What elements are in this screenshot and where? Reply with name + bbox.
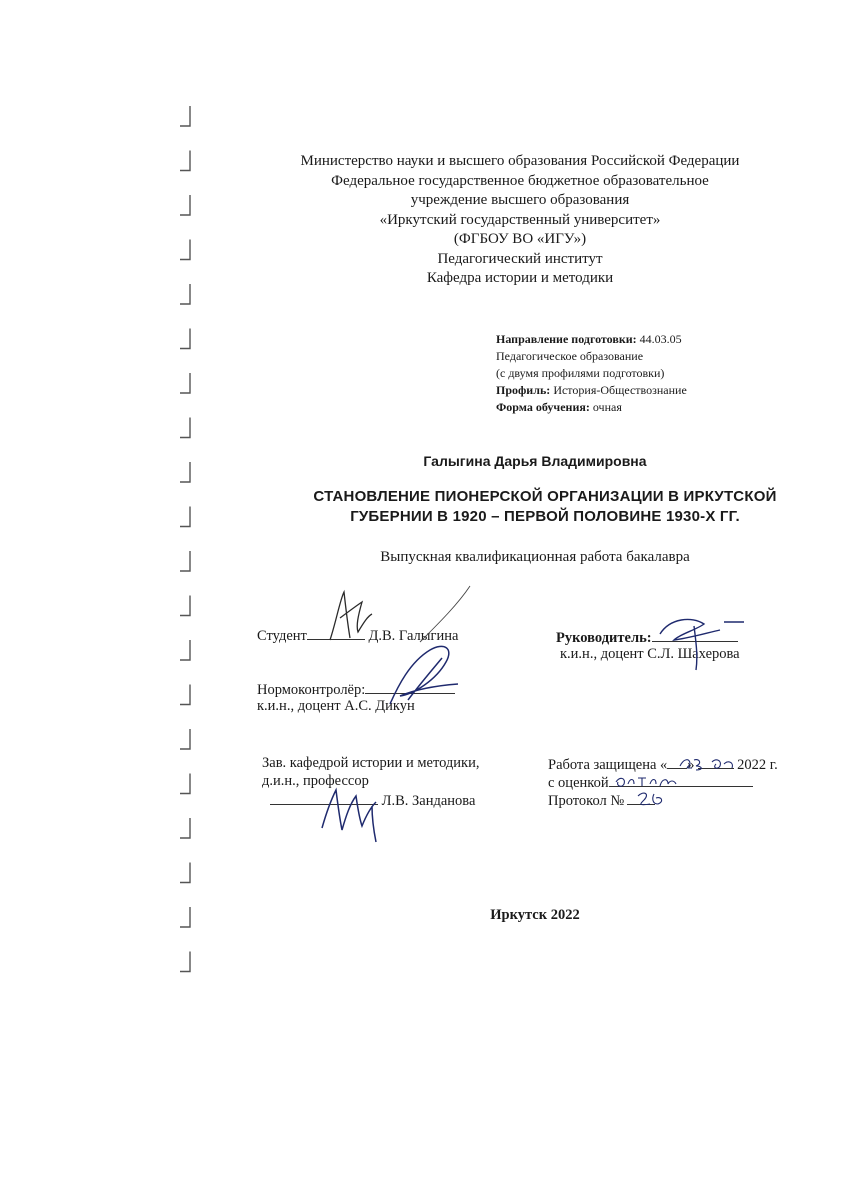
direction-line: Педагогическое образование bbox=[496, 349, 644, 363]
thesis-title bbox=[250, 487, 840, 527]
header-line: (ФГБОУ ВО «ИГУ») bbox=[453, 231, 587, 247]
profile-label: Профиль: bbox=[496, 383, 551, 397]
binding-mark bbox=[180, 240, 190, 260]
binding-mark bbox=[180, 507, 190, 527]
header-line: Кафедра истории и методики bbox=[426, 270, 614, 286]
protocol-line bbox=[627, 790, 655, 805]
signature-line bbox=[365, 679, 455, 694]
defense-prefix: Работа защищена « bbox=[548, 757, 668, 773]
header-line: Министерство науки и высшего образования Российской Федерации bbox=[300, 153, 740, 169]
normcontrol-row bbox=[257, 679, 455, 699]
signature-line bbox=[652, 627, 738, 642]
supervisor-name: к.и.н., доцент С.Л. Шахерова bbox=[560, 646, 740, 662]
binding-mark bbox=[180, 729, 190, 749]
direction-value: 44.03.05 bbox=[639, 332, 682, 346]
binding-mark bbox=[180, 462, 190, 482]
direction-label: Направление подготовки: bbox=[496, 332, 637, 346]
binding-mark bbox=[180, 551, 190, 571]
signature-line bbox=[270, 790, 378, 805]
head-line1: Зав. кафедрой истории и методики, bbox=[262, 755, 480, 771]
header-line: Федеральное государственное бюджетное образовательное bbox=[331, 172, 709, 189]
normcontrol-name: к.и.н., доцент А.С. Дикун bbox=[257, 698, 415, 714]
title-line: СТАНОВЛЕНИЕ ПИОНЕРСКОЙ ОРГАНИЗАЦИИ В ИРКУТСКОЙ bbox=[313, 488, 777, 505]
direction-line: (с двумя профилями подготовки) bbox=[496, 366, 665, 380]
binding-mark bbox=[180, 596, 190, 616]
student-label: Студент bbox=[257, 628, 307, 644]
spiral-binding bbox=[176, 96, 198, 1006]
grade-line bbox=[609, 772, 753, 787]
defense-row: Работа защищена « » 2022 г. bbox=[548, 754, 778, 774]
head-row bbox=[270, 790, 475, 810]
binding-mark bbox=[180, 907, 190, 927]
binding-mark bbox=[180, 863, 190, 883]
binding-mark bbox=[180, 329, 190, 349]
city-year: Иркутск 2022 bbox=[490, 907, 580, 923]
header-line: учреждение высшего образования bbox=[410, 192, 630, 208]
head-line2: д.и.н., профессор bbox=[262, 773, 369, 789]
month-line bbox=[698, 754, 734, 769]
day-line bbox=[667, 754, 687, 769]
head-name: Л.В. Занданова bbox=[381, 793, 476, 809]
binding-mark bbox=[180, 195, 190, 215]
binding-mark bbox=[180, 952, 190, 972]
binding-mark bbox=[180, 151, 190, 171]
form-value: очная bbox=[592, 400, 622, 414]
grade-row bbox=[548, 772, 753, 792]
binding-mark bbox=[180, 818, 190, 838]
binding-mark bbox=[180, 685, 190, 705]
header-line: Педагогический институт bbox=[437, 250, 603, 267]
binding-mark bbox=[180, 106, 190, 126]
binding-mark bbox=[180, 373, 190, 393]
supervisor-row bbox=[556, 627, 738, 647]
binding-mark bbox=[180, 284, 190, 304]
form-label: Форма обучения: bbox=[496, 400, 590, 414]
normcontrol-label: Нормоконтролёр: bbox=[257, 682, 366, 698]
work-type: Выпускная квалификационная работа бакалавра bbox=[380, 549, 690, 565]
author-name: Галыгина Дарья Владимировна bbox=[423, 453, 647, 469]
binding-mark bbox=[180, 774, 190, 794]
supervisor-label: Руководитель: bbox=[556, 630, 652, 646]
defense-year: 2022 г. bbox=[737, 757, 778, 773]
binding-mark bbox=[180, 640, 190, 660]
binding-mark bbox=[180, 418, 190, 438]
title-line: ГУБЕРНИИ В 1920 – ПЕРВОЙ ПОЛОВИНЕ 1930-Х ГГ. bbox=[350, 508, 740, 525]
header-line: «Иркутский государственный университет» bbox=[379, 211, 661, 228]
study-direction-block bbox=[496, 331, 687, 416]
student-name: Д.В. Галыгина bbox=[368, 628, 459, 644]
protocol-label: Протокол № bbox=[548, 793, 625, 809]
institution-header bbox=[240, 152, 800, 289]
profile-value: История-Обществознание bbox=[553, 383, 687, 397]
student-row bbox=[257, 625, 458, 645]
protocol-row bbox=[548, 790, 655, 810]
grade-label: с оценкой bbox=[548, 775, 609, 791]
signature-line bbox=[307, 625, 365, 640]
